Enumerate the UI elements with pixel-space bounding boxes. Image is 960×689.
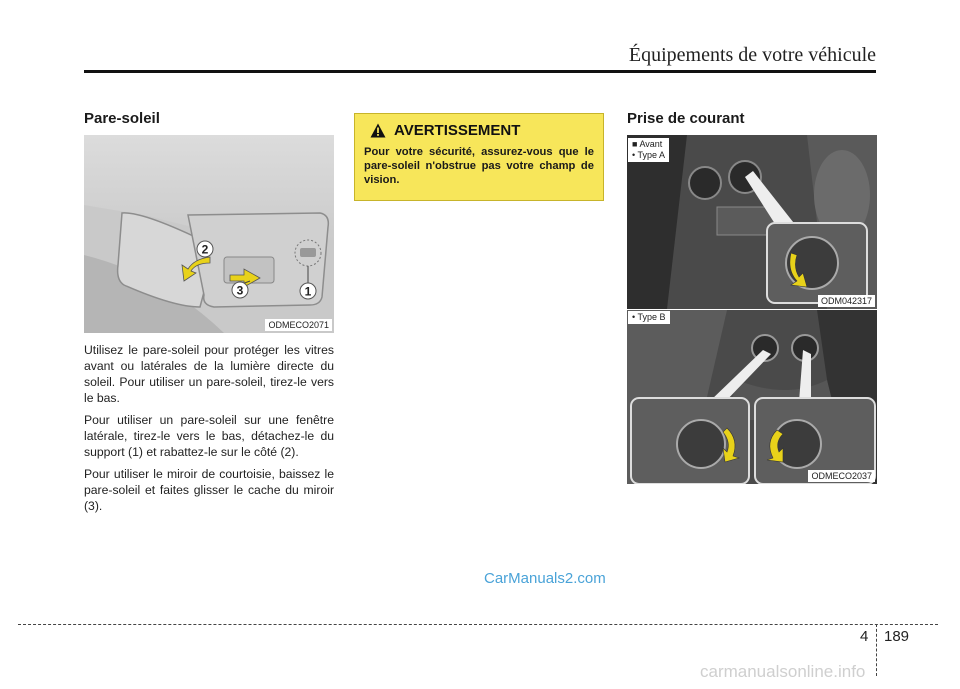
warning-box <box>354 113 604 201</box>
chapter-number: 4 <box>860 628 869 645</box>
page-number: 189 <box>884 628 910 645</box>
warning-title: AVERTISSEMENT <box>394 122 521 139</box>
figure-a-tag-type: • Type A <box>632 150 666 160</box>
figure-code-type-b: ODMECO2037 <box>808 470 875 482</box>
paragraph-2: Pour utiliser un pare-soleil sur une fenêtre latérale, tirez-le vers le bas, détachez-le du support (1) et rabattez-le sur le côté (2). <box>84 413 334 459</box>
figure-a-tag <box>628 138 669 162</box>
figure-code-type-a: ODM042317 <box>818 295 875 307</box>
sun-visor-text <box>84 342 334 520</box>
power-outlet-photo-a <box>627 135 877 309</box>
footer-rule <box>18 624 938 625</box>
callout-3 <box>232 282 248 298</box>
site-watermark: carmanualsonline.info <box>700 662 866 681</box>
power-outlet-photo-b <box>627 310 877 484</box>
callout-1 <box>300 283 316 299</box>
callout-2 <box>197 241 213 257</box>
header-rule <box>84 70 876 73</box>
watermark: CarManuals2.com <box>484 570 606 587</box>
warning-triangle-icon <box>370 123 386 138</box>
sun-visor-photo <box>84 135 334 333</box>
paragraph-1: Utilisez le pare-soleil pour protéger les vitres avant ou latérales de la lumière directe du soleil. Pour utiliser un pare-soleil, tirez-le vers le bas. <box>84 343 334 405</box>
section-title-sun-visor: Pare-soleil <box>84 110 160 127</box>
callout-3-label: 3 <box>236 283 244 298</box>
callout-1-label: 1 <box>304 284 312 299</box>
callout-2-label: 2 <box>201 242 209 257</box>
header-title: Équipements de votre véhicule <box>628 44 876 66</box>
power-outlet-type-b-illustration <box>627 310 877 484</box>
figure-b-tag: • Type B <box>628 311 670 324</box>
figure-code-sun-visor: ODMECO2071 <box>265 319 332 331</box>
sun-visor-illustration <box>84 135 334 333</box>
footer-divider <box>876 624 877 676</box>
warning-text: Pour votre sécurité, assurez-vous que le pare-soleil n'obstrue pas votre champ de vision. <box>364 146 594 186</box>
figure-a-tag-front: ■ Avant <box>632 139 663 149</box>
section-title-power-outlet: Prise de courant <box>627 110 745 127</box>
paragraph-3: Pour utiliser le miroir de courtoisie, baissez le pare-soleil et faites glisser le cache du miroir (3). <box>84 467 334 513</box>
